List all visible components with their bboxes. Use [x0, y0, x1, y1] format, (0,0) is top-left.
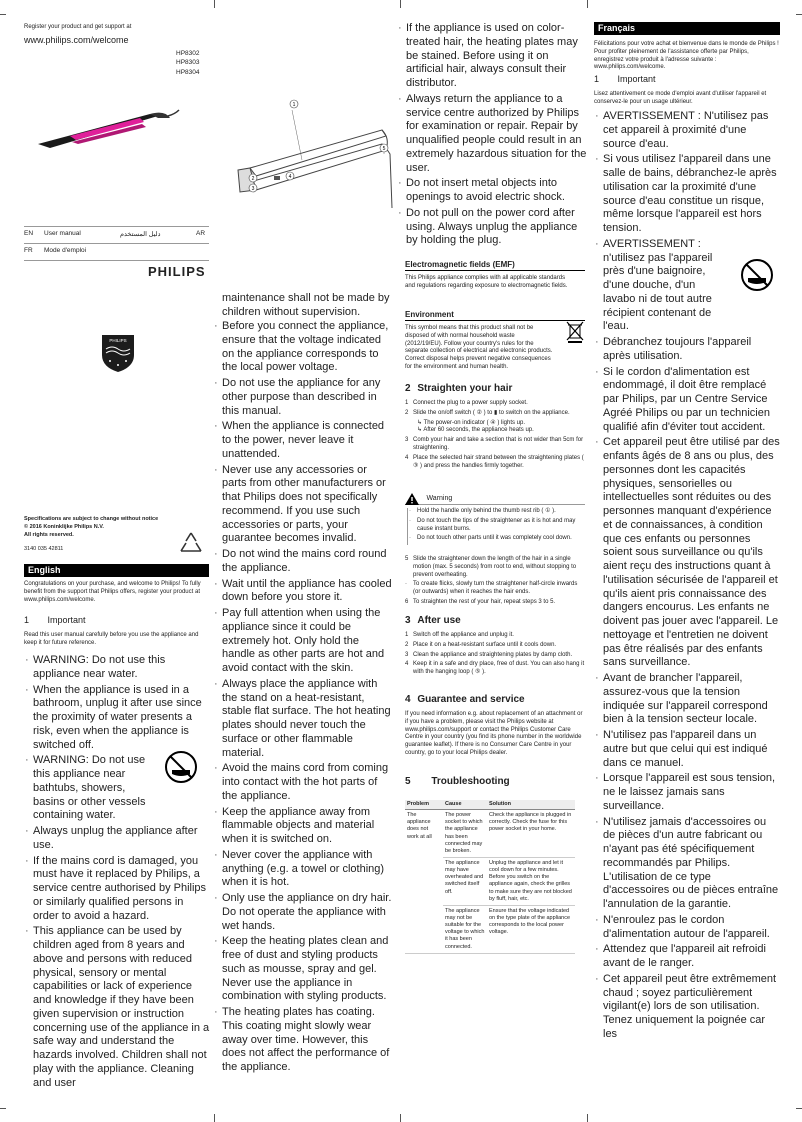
step-text: To create flicks, slowly turn the straightener half-circle inwards (or outwards) when it reaches the hair ends. [413, 581, 578, 596]
substep-text: After 60 seconds, the appliance heats up. [423, 427, 534, 434]
substep: ↳ The power-on indicator ( ④ ) lights up. [417, 419, 526, 426]
french-intro: Félicitations pour votre achat et bienvenue dans le monde de Philips ! Pour profiter pleinement de l'assistance offerte par Philips, enregistrez votre produit à l'adresse suivante : www.philips.com/welcome. [594, 41, 779, 71]
section-number: 4 [405, 694, 411, 705]
warning-item: · N'utilisez jamais d'accessoires ou de pièces d'un autre fabricant ou n'ayant pas été spécifiquement recommandés par Philips. L'utilisation de ce type d'accessoires ou de pièces entraîne l'annulation de la garantie. [594, 816, 780, 912]
substep: ↳ After 60 seconds, the appliance heats up. [417, 427, 534, 434]
table-header-row [405, 800, 575, 810]
step-text: Keep it in a safe and dry place, free of dust. You can also hang it with the hanging loop ( ⑤ ). [413, 661, 585, 676]
substep-text: The power-on indicator ( ④ ) lights up. [423, 419, 526, 426]
section-title: Straighten your hair [417, 383, 513, 394]
warning-item: · Si le cordon d'alimentation est endommagé, il doit être remplacé par Philips, par un Centre Service Agréé Philips ou par un technicien qualifié afin d'éviter tout accident. [594, 366, 780, 435]
warning-item: · Do not wind the mains cord round the appliance. [213, 548, 394, 576]
warning-list-3 [397, 22, 587, 250]
welcome-url[interactable]: www.philips.com/welcome [24, 35, 129, 45]
step-text: Place it on a heat-resistant surface until it cools down. [413, 641, 557, 648]
warning-item: · Si vous utilisez l'appareil dans une salle de bains, débranchez-le après utilisation car la proximité d'une source d'eau constitue un risque, même lorsque l'appareil est hors tension. [594, 153, 780, 236]
section-title: After use [417, 615, 461, 626]
step-text: Slide the on/off switch ( ② ) to ▮ to switch on the appliance. [413, 409, 570, 416]
warning-item: · If the mains cord is damaged, you must have it replaced by Philips, a service centre authorised by Philips or similarly qualified persons in order to avoid a hazard. [24, 855, 210, 924]
recycle-icon [178, 531, 204, 555]
warning-item: · Do not touch the tips of the straightener as it is hot and may cause instant burns. [408, 518, 583, 534]
section-3-heading [405, 615, 461, 626]
table-cell-solution: Check the appliance is plugged in correctly. Check the fuse for this power socket in your home. [487, 810, 575, 858]
step: 6 To straighten the rest of your hair, repeat steps 3 to 5. [405, 598, 556, 605]
warning-item: · N'utilisez pas l'appareil dans un autre but que celui qui est indiqué dans ce manuel. [594, 729, 780, 770]
step-text: Connect the plug to a power supply socket. [413, 400, 528, 406]
section-title: Troubleshooting [431, 776, 510, 787]
warning-label: Warning [426, 495, 453, 503]
model-list [176, 49, 200, 77]
doc-number: 3140 035 42811 [24, 545, 64, 552]
step: 4 Keep it in a safe and dry place, free of dust. You can also hang it with the hanging loop ( ⑤ ). [405, 661, 585, 676]
warning-item: · Do not pull on the power cord after using. Always unplug the appliance by holding the plug. [397, 207, 587, 248]
warning-item: · Pay full attention when using the appliance since it could be extremely hot. Only hold the handle as other parts are hot and avoid contact with the skin. [213, 607, 394, 676]
register-line: Register your product and get support at [24, 24, 132, 30]
section-3-steps [405, 632, 585, 679]
step-text: Place the selected hair strand between the straightening plates ( ③ ) and press the handles firmly together. [413, 454, 584, 469]
warning-item: · Avant de brancher l'appareil, assurez-vous que la tension indiquée sur l'appareil correspond bien à la tension secteur locale. [594, 672, 780, 727]
brand-wordmark: PHILIPS [148, 264, 206, 279]
warning-box [407, 508, 583, 545]
step: 2 Slide the on/off switch ( ② ) to ▮ to switch on the appliance. [405, 409, 570, 416]
emf-text: This Philips appliance complies with all applicable standards and regulations regarding exposure to electromagnetic fields. [405, 275, 568, 289]
warning-item: · WARNING: Do not use this appliance near water. [24, 654, 210, 682]
warning-item: · This appliance can be used by children aged from 8 years and above and persons with reduced physical, sensory or mental capabilities or lack of experience and knowledge if they have been given supervision or instruction concerning use of the appliance in a safe way and understand the hazards involved. Children shall not play with the appliance. Cleaning and user [24, 925, 210, 1090]
section-number: 3 [405, 615, 411, 626]
env-text: This symbol means that this product shall not be disposed of with normal household waste (2012/19/EU). Follow your country's rules for the separate collection of electrical and electronic products. Correct disposal helps prevent negative consequences for the environment and human health. [405, 325, 553, 370]
section-2-steps-continued [405, 556, 585, 609]
continued-text: maintenance shall not be made by children without supervision. [222, 292, 390, 318]
section-4-heading [405, 694, 525, 705]
warning-item: · Always return the appliance to a service centre authorized by Philips for examination or repair. Repair by unqualified people could result in an extremely hazardous situation for the user. [397, 93, 587, 176]
rights: All rights reserved. [24, 531, 74, 538]
warning-item: · Keep the heating plates clean and free of dust and styling products such as mousse, spray and gel. Never use the appliance in combination with styling products. [213, 935, 394, 1004]
warning-item: · Before you connect the appliance, ensure that the voltage indicated on the appliance corresponds to the local power voltage. [213, 320, 394, 375]
french-title: Français [598, 23, 636, 33]
wheelie-bin-icon [565, 320, 585, 344]
lang-code: FR [24, 247, 33, 254]
warning-item: · Never use any accessories or parts from other manufacturers or that Philips does not specifically recommend. If you use such accessories or parts, your guarantee becomes invalid. [213, 464, 394, 547]
warning-triangle-icon [405, 493, 419, 505]
no-bathtub-icon [740, 258, 774, 292]
warning-item: · When the appliance is used in a bathroom, unplug it after use since the proximity of water presents a risk, even when the appliance is switched off. [24, 684, 210, 753]
section-number: 1 [24, 615, 30, 625]
table-header: Cause [443, 800, 487, 810]
step-text: Clean the appliance and straightening plates by damp cloth. [413, 651, 573, 658]
warning-item: · WARNING: Do not use this appliance near bathtubs, showers, basins or other vessels containing water. [24, 754, 210, 823]
step-text: Switch off the appliance and unplug it. [413, 632, 514, 638]
section-title: Important [47, 615, 86, 625]
step-text: To straighten the rest of your hair, repeat steps 3 to 5. [413, 598, 556, 605]
callout-label: 1 [292, 102, 296, 108]
table-cell-cause: The power socket to which the appliance has been connected may be broken. [443, 810, 487, 858]
language-index [24, 226, 209, 261]
spec-notice: Specifications are subject to change without notice [24, 516, 159, 522]
french-lang-bar [594, 22, 780, 35]
english-title: English [28, 565, 61, 575]
table-cell-solution: Unplug the appliance and let it cool down for a few minutes. Before you switch on the appliance again, check the grilles to make sure they are not blocked by fluff, hair, etc. [487, 857, 575, 905]
warning-item: · AVERTISSEMENT : N'utilisez pas cet appareil à proximité d'une source d'eau. [594, 110, 780, 151]
step-text: Comb your hair and take a section that is not wider than 5cm for straightening. [413, 437, 584, 451]
warning-item: · N'enroulez pas le cordon d'alimentation autour de l'appareil. [594, 914, 780, 942]
table-cell-cause: The appliance may have overheated and switched itself off. [443, 857, 487, 905]
table-header: Problem [405, 800, 443, 810]
legal-block [24, 516, 174, 554]
philips-shield-icon [100, 333, 136, 373]
lang-code: EN [24, 230, 34, 237]
section-title: Guarantee and service [417, 694, 525, 705]
table-cell-problem: The appliance does not work at all [405, 810, 443, 954]
warning-item: · Do not insert metal objects into openings to avoid electric shock. [397, 177, 587, 205]
warning-item: · When the appliance is connected to the power, never leave it unattended. [213, 420, 394, 461]
guarantee-text: If you need information e.g. about replacement of an attachment or if you have a problem, please visit the Philips website at www.philips.com/support or contact the Philips Customer Care Centre in your country (you find its phone number in the worldwide guarantee leaflet). If there is no Consumer Care Centre in your country, go to your local Philips dealer. [405, 711, 583, 756]
english-lang-bar [24, 564, 209, 577]
warning-item: · The heating plates has coating. This coating might slowly wear away over time. However, this does not affect the performance of the appliance. [213, 1006, 394, 1075]
section-number: 2 [405, 383, 411, 394]
warning-item: · Cet appareil peut être utilisé par des enfants âgés de 8 ans ou plus, des personnes dont les capacités physiques, sensorielles ou intellectuelles sont réduites ou des personnes manquant d'expérience et de connaissances, à condition que ces enfants ou personnes soient sous surveillance ou qu'ils aient reçu des instructions quant à l'utilisation sécurisée de l'appareil et qu'ils aient pris connaissance des dangers encourus. Les enfants ne doivent pas jouer avec l'appareil. Le nettoyage et l'entretien ne doivent pas être réalisés par des enfants sans surveillance. [594, 436, 780, 670]
callout-label: 5 [382, 146, 386, 152]
warning-item: · Always unplug the appliance after use. [24, 825, 210, 853]
warning-item: · Do not use the appliance for any other purpose than described in this manual. [213, 377, 394, 418]
french-important-heading [594, 74, 656, 84]
table-cell-solution: Ensure that the voltage indicated on the type plate of the appliance corresponds to the local power voltage. [487, 905, 575, 953]
warning-item: · Always place the appliance with the stand on a heat-resistant, stable flat surface. The hot heating plates should never touch the surface or other flammable material. [213, 678, 394, 761]
section-5-heading [405, 776, 510, 787]
warning-item: · Keep the appliance away from flammable objects and material when it is switched on. [213, 806, 394, 847]
model-number: HP8304 [176, 68, 200, 76]
step: 1 Switch off the appliance and unplug it. [405, 632, 514, 638]
shield-text: PHILIPS [109, 338, 127, 343]
warning-item: · Lorsque l'appareil est sous tension, ne le laissez jamais sans surveillance. [594, 772, 780, 813]
warning-heading [405, 490, 585, 505]
appliance-diagram [232, 90, 397, 210]
warning-item: · Wait until the appliance has cooled down before you store it. [213, 578, 394, 606]
warning-item: · Do not touch other parts until it was completely cool down. [408, 535, 583, 543]
step: · To create flicks, slowly turn the straightener half-circle inwards (or outwards) when it reaches the hair ends. [405, 581, 578, 596]
english-intro: Congratulations on your purchase, and welcome to Philips! To fully benefit from the support that Philips offers, register your product at www.philips.com/welcome. [24, 581, 201, 603]
warning-list-1 [24, 654, 210, 1092]
lang-row-fr[interactable] [24, 243, 209, 261]
lang-label-arabic: دليل المستخدم [120, 231, 161, 238]
callout-label: 3 [251, 186, 255, 192]
step: 4 Place the selected hair strand between the straightening plates ( ③ ) and press the handles firmly together. [405, 454, 584, 469]
lang-label: User manual [44, 230, 81, 237]
important-intro: Read this user manual carefully before you use the appliance and keep it for future reference. [24, 632, 199, 646]
section-2-steps [405, 400, 585, 472]
warning-item: · Only use the appliance on dry hair. Do not operate the appliance with wet hands. [213, 892, 394, 933]
step: 5 Slide the straightener down the length of the hair in a single motion (max. 5 seconds) from root to end, without stopping to prevent overheating. [405, 556, 577, 578]
lang-row-en[interactable] [24, 226, 209, 243]
table-cell-cause: The appliance may not be suitable for the voltage to which it has been connected. [443, 905, 487, 953]
warning-item: · AVERTISSEMENT : n'utilisez pas l'appareil près d'une baignoire, d'une douche, d'un lavabo ni de tout autre récipient contenant de l'eau. [594, 238, 780, 334]
copyright: © 2016 Koninklijke Philips N.V. [24, 523, 104, 530]
warning-item: · Avoid the mains cord from coming into contact with the hot parts of the appliance. [213, 762, 394, 803]
section-number: 1 [594, 74, 600, 84]
no-bathtub-icon [164, 750, 198, 784]
warning-item: · Débranchez toujours l'appareil après utilisation. [594, 336, 780, 364]
callout-label: 2 [251, 176, 255, 182]
emf-title: Electromagnetic fields (EMF) [405, 260, 585, 271]
section-title: Important [617, 74, 656, 84]
model-number: HP8302 [176, 50, 200, 57]
warning-item: · Cet appareil peut être extrêmement chaud ; soyez particulièrement vigilant(e) lors de son utilisation. Tenez uniquement la poignée car les [594, 973, 780, 1042]
callout-label: 4 [288, 174, 292, 180]
warning-list-2 [213, 320, 394, 1077]
step-text: Slide the straightener down the length of the hair in a single motion (max. 5 seconds) from root to end, without stopping to prevent overheating. [413, 556, 577, 578]
warning-item: · Hold the handle only behind the thumb rest rib ( ① ). [408, 508, 583, 516]
table-header: Solution [487, 800, 575, 810]
hair-straightener-illustration [30, 104, 180, 154]
warning-item: · Attendez que l'appareil ait refroidi avant de le ranger. [594, 943, 780, 971]
section-number: 5 [405, 776, 411, 787]
troubleshooting-table [405, 800, 575, 954]
step: 3 Comb your hair and take a section that is not wider than 5cm for straightening. [405, 437, 584, 451]
warning-item: · Never cover the appliance with anything (e.g. a towel or clothing) when it is hot. [213, 849, 394, 890]
french-important-intro: Lisez attentivement ce mode d'emploi avant d'utiliser l'appareil et conservez-le pour un usage ultérieur. [594, 91, 767, 105]
table-row [405, 810, 575, 858]
env-title: Environment [405, 310, 585, 321]
model-number: HP8303 [176, 59, 200, 67]
step: 2 Place it on a heat-resistant surface until it cools down. [405, 641, 557, 648]
french-warning-list [594, 110, 780, 1044]
important-heading [24, 615, 86, 625]
section-2-heading [405, 383, 512, 394]
warning-item: · If the appliance is used on color-treated hair, the heating plates may be stained. Before using it on artificial hair, always consult their distributor. [397, 22, 587, 91]
lang-code-arabic: AR [196, 230, 206, 237]
lang-label: Mode d'emploi [44, 247, 87, 254]
step: 3 Clean the appliance and straightening plates by damp cloth. [405, 651, 573, 658]
step: 1 Connect the plug to a power supply socket. [405, 400, 528, 406]
